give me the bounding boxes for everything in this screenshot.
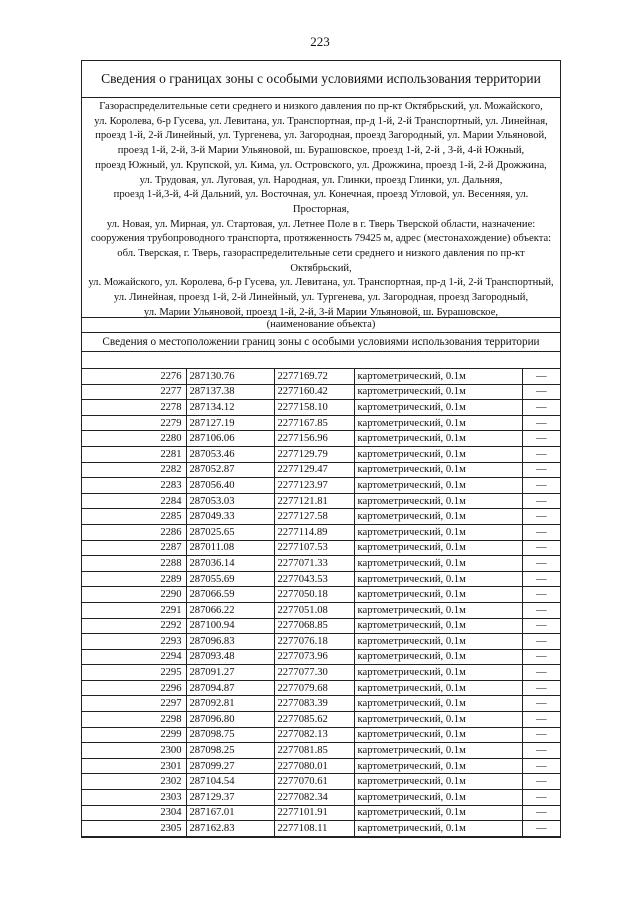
coord-x: 287049.33 [186, 509, 274, 525]
coord-x: 287099.27 [186, 758, 274, 774]
table-row [82, 400, 560, 416]
table-row [82, 462, 560, 478]
table-row [82, 369, 560, 385]
point-number: 2292 [82, 618, 186, 634]
description-line: сооружения трубопроводного транспорта, протяженность 79425 м, адрес (местонахождение) объекта: [90, 233, 552, 245]
coord-y: 2277107.53 [274, 540, 354, 556]
table-row [82, 805, 560, 821]
coord-x: 287011.08 [186, 540, 274, 556]
method-cell: картометрический, 0.1м [354, 649, 522, 665]
coord-x: 287100.94 [186, 618, 274, 634]
coord-y: 2277129.47 [274, 462, 354, 478]
note-cell: — [522, 805, 560, 821]
description-line: ул. Новая, ул. Мирная, ул. Стартовая, ул. Летнее Поле в г. Тверь Тверской области, назначение: [106, 218, 536, 230]
method-cell: картометрический, 0.1м [354, 634, 522, 650]
section-title: Сведения о местоположении границ зоны с особыми условиями использования территории [82, 333, 560, 352]
table-row [82, 634, 560, 650]
coord-y: 2277085.62 [274, 712, 354, 728]
coord-x: 287162.83 [186, 821, 274, 837]
coord-y: 2277079.68 [274, 680, 354, 696]
point-number: 2296 [82, 680, 186, 696]
coord-x: 287167.01 [186, 805, 274, 821]
table-row [82, 587, 560, 603]
point-number: 2300 [82, 743, 186, 759]
description-line: ул. Можайского, ул. Королева, б-р Гусева, ул. Левитана, ул. Транспортная, пр-д 1-й, 2-й Транспортный, [88, 277, 554, 289]
note-cell: — [522, 493, 560, 509]
note-cell: — [522, 758, 560, 774]
note-cell: — [522, 587, 560, 603]
table-row [82, 556, 560, 572]
coord-y: 2277167.85 [274, 415, 354, 431]
coord-y: 2277127.58 [274, 509, 354, 525]
method-cell: картометрический, 0.1м [354, 665, 522, 681]
coord-x: 287096.80 [186, 712, 274, 728]
table-row [82, 431, 560, 447]
point-number: 2304 [82, 805, 186, 821]
note-cell: — [522, 540, 560, 556]
coord-y: 2277158.10 [274, 400, 354, 416]
coord-x: 287129.37 [186, 790, 274, 806]
method-cell: картометрический, 0.1м [354, 462, 522, 478]
note-cell: — [522, 774, 560, 790]
coord-y: 2277070.61 [274, 774, 354, 790]
coord-x: 287137.38 [186, 384, 274, 400]
point-number: 2293 [82, 634, 186, 650]
point-number: 2301 [82, 758, 186, 774]
coordinates-table-body [82, 369, 560, 837]
table-row [82, 415, 560, 431]
table-row [82, 712, 560, 728]
note-cell: — [522, 649, 560, 665]
method-cell: картометрический, 0.1м [354, 790, 522, 806]
coord-x: 287056.40 [186, 478, 274, 494]
coord-y: 2277043.53 [274, 571, 354, 587]
coord-x: 287066.59 [186, 587, 274, 603]
coord-y: 2277169.72 [274, 369, 354, 385]
method-cell: картометрический, 0.1м [354, 821, 522, 837]
coord-y: 2277121.81 [274, 493, 354, 509]
note-cell: — [522, 556, 560, 572]
method-cell: картометрический, 0.1м [354, 774, 522, 790]
method-cell: картометрический, 0.1м [354, 556, 522, 572]
description-line: обл. Тверская, г. Тверь, газораспределительные сети среднего и низкого давления по пр-кт Октябрьский, [117, 248, 525, 274]
coord-x: 287053.46 [186, 446, 274, 462]
point-number: 2295 [82, 665, 186, 681]
coord-y: 2277073.96 [274, 649, 354, 665]
point-number: 2279 [82, 415, 186, 431]
method-cell: картометрический, 0.1м [354, 696, 522, 712]
note-cell: — [522, 384, 560, 400]
note-cell: — [522, 665, 560, 681]
method-cell: картометрический, 0.1м [354, 571, 522, 587]
point-number: 2290 [82, 587, 186, 603]
table-row [82, 602, 560, 618]
table-row [82, 727, 560, 743]
coord-y: 2277081.85 [274, 743, 354, 759]
method-cell: картометрический, 0.1м [354, 446, 522, 462]
note-cell: — [522, 634, 560, 650]
coord-x: 287066.22 [186, 602, 274, 618]
point-number: 2282 [82, 462, 186, 478]
coord-x: 287130.76 [186, 369, 274, 385]
method-cell: картометрический, 0.1м [354, 524, 522, 540]
point-number: 2305 [82, 821, 186, 837]
table-row [82, 743, 560, 759]
method-cell: картометрический, 0.1м [354, 369, 522, 385]
coord-y: 2277076.18 [274, 634, 354, 650]
coord-x: 287134.12 [186, 400, 274, 416]
method-cell: картометрический, 0.1м [354, 384, 522, 400]
coord-y: 2277050.18 [274, 587, 354, 603]
point-number: 2288 [82, 556, 186, 572]
point-number: 2294 [82, 649, 186, 665]
point-number: 2302 [82, 774, 186, 790]
coord-y: 2277071.33 [274, 556, 354, 572]
note-cell: — [522, 571, 560, 587]
coord-x: 287098.75 [186, 727, 274, 743]
note-cell: — [522, 602, 560, 618]
point-number: 2281 [82, 446, 186, 462]
method-cell: картометрический, 0.1м [354, 415, 522, 431]
coord-x: 287093.48 [186, 649, 274, 665]
coord-x: 287052.87 [186, 462, 274, 478]
object-description [82, 98, 560, 317]
point-number: 2277 [82, 384, 186, 400]
point-number: 2299 [82, 727, 186, 743]
coord-y: 2277077.30 [274, 665, 354, 681]
note-cell: — [522, 369, 560, 385]
coord-x: 287036.14 [186, 556, 274, 572]
coord-y: 2277082.34 [274, 790, 354, 806]
table-row [82, 446, 560, 462]
point-number: 2285 [82, 509, 186, 525]
note-cell: — [522, 743, 560, 759]
method-cell: картометрический, 0.1м [354, 712, 522, 728]
point-number: 2287 [82, 540, 186, 556]
coord-y: 2277068.85 [274, 618, 354, 634]
table-row [82, 649, 560, 665]
description-line: проезд 1-й, 2-й, 3-й Марии Ульяновой, ш. Бурашовское, проезд 1-й, 2-й , 3-й, 4-й Южный, [117, 145, 525, 157]
coord-x: 287025.65 [186, 524, 274, 540]
point-number: 2276 [82, 369, 186, 385]
point-number: 2278 [82, 400, 186, 416]
table-row [82, 665, 560, 681]
table-row [82, 821, 560, 837]
table-row [82, 478, 560, 494]
coord-y: 2277051.08 [274, 602, 354, 618]
method-cell: картометрический, 0.1м [354, 587, 522, 603]
point-number: 2289 [82, 571, 186, 587]
coord-y: 2277114.89 [274, 524, 354, 540]
method-cell: картометрический, 0.1м [354, 805, 522, 821]
note-cell: — [522, 712, 560, 728]
coord-y: 2277101.91 [274, 805, 354, 821]
method-cell: картометрический, 0.1м [354, 727, 522, 743]
coord-x: 287127.19 [186, 415, 274, 431]
note-cell: — [522, 509, 560, 525]
note-cell: — [522, 462, 560, 478]
description-line: ул. Марии Ульяновой, проезд 1-й, 2-й, 3-й Марии Ульяновой, ш. Бурашовское, [143, 306, 499, 317]
point-number: 2303 [82, 790, 186, 806]
method-cell: картометрический, 0.1м [354, 431, 522, 447]
coord-y: 2277082.13 [274, 727, 354, 743]
point-number: 2297 [82, 696, 186, 712]
method-cell: картометрический, 0.1м [354, 758, 522, 774]
method-cell: картометрический, 0.1м [354, 493, 522, 509]
point-number: 2284 [82, 493, 186, 509]
page-number: 223 [310, 34, 330, 49]
description-line: проезд 1-й,3-й, 4-й Дальний, ул. Восточная, ул. Конечная, проезд Угловой, ул. Весенняя, ул. Просторная, [113, 189, 529, 215]
spacer-row [82, 352, 560, 368]
point-number: 2280 [82, 431, 186, 447]
table-row [82, 493, 560, 509]
note-cell: — [522, 524, 560, 540]
method-cell: картометрический, 0.1м [354, 618, 522, 634]
description-line: ул. Трудовая, ул. Луговая, ул. Народная, ул. Глинки, проезд Глинки, ул. Дальняя, [139, 174, 503, 186]
table-row [82, 618, 560, 634]
coord-x: 287094.87 [186, 680, 274, 696]
coord-x: 287055.69 [186, 571, 274, 587]
method-cell: картометрический, 0.1м [354, 509, 522, 525]
point-number: 2298 [82, 712, 186, 728]
coord-y: 2277160.42 [274, 384, 354, 400]
note-cell: — [522, 821, 560, 837]
note-cell: — [522, 680, 560, 696]
note-cell: — [522, 696, 560, 712]
method-cell: картометрический, 0.1м [354, 400, 522, 416]
coord-y: 2277080.01 [274, 758, 354, 774]
coord-x: 287053.03 [186, 493, 274, 509]
method-cell: картометрический, 0.1м [354, 680, 522, 696]
object-name-label: (наименование объекта) [82, 317, 560, 333]
method-cell: картометрический, 0.1м [354, 478, 522, 494]
note-cell: — [522, 727, 560, 743]
table-row [82, 758, 560, 774]
coord-x: 287098.25 [186, 743, 274, 759]
point-number: 2291 [82, 602, 186, 618]
description-line: проезд Южный, ул. Крупской, ул. Кима, ул. Островского, ул. Дрожжина, проезд 1-й, 2-й Дрожжина, [95, 159, 547, 171]
method-cell: картометрический, 0.1м [354, 540, 522, 556]
note-cell: — [522, 415, 560, 431]
table-row [82, 790, 560, 806]
coordinates-table [82, 368, 560, 837]
table-row [82, 696, 560, 712]
coord-y: 2277156.96 [274, 431, 354, 447]
table-row [82, 774, 560, 790]
note-cell: — [522, 478, 560, 494]
coord-x: 287104.54 [186, 774, 274, 790]
table-row [82, 540, 560, 556]
table-row [82, 524, 560, 540]
coord-x: 287096.83 [186, 634, 274, 650]
description-line: ул. Королева, 6-р Гусева, ул. Левитана, ул. Транспортная, пр-д 1-й, 2-й Транспортный, ул. Линейная, [94, 115, 548, 127]
coord-y: 2277129.79 [274, 446, 354, 462]
point-number: 2286 [82, 524, 186, 540]
coord-y: 2277123.97 [274, 478, 354, 494]
note-cell: — [522, 790, 560, 806]
table-row [82, 509, 560, 525]
coord-y: 2277083.39 [274, 696, 354, 712]
table-row [82, 384, 560, 400]
note-cell: — [522, 400, 560, 416]
method-cell: картометрический, 0.1м [354, 743, 522, 759]
note-cell: — [522, 618, 560, 634]
coord-x: 287091.27 [186, 665, 274, 681]
point-number: 2283 [82, 478, 186, 494]
document-frame [81, 60, 561, 838]
table-row [82, 571, 560, 587]
description-line: проезд 1-й, 2-й Линейный, ул. Тургенева, ул. Загородная, проезд Загородный, ул. Марии Ульяновой, [95, 130, 547, 142]
document-title: Сведения о границах зоны с особыми условиями использования территории [82, 61, 560, 98]
description-line: Газораспределительные сети среднего и низкого давления по пр-кт Октябрьский, ул. Можайского, [99, 101, 543, 112]
coord-x: 287106.06 [186, 431, 274, 447]
coord-x: 287092.81 [186, 696, 274, 712]
method-cell: картометрический, 0.1м [354, 602, 522, 618]
description-line: ул. Линейная, проезд 1-й, 2-й Линейный, ул. Тургенева, ул. Загородная, проезд Загородный, [113, 292, 529, 304]
note-cell: — [522, 446, 560, 462]
coord-y: 2277108.11 [274, 821, 354, 837]
table-row [82, 680, 560, 696]
note-cell: — [522, 431, 560, 447]
